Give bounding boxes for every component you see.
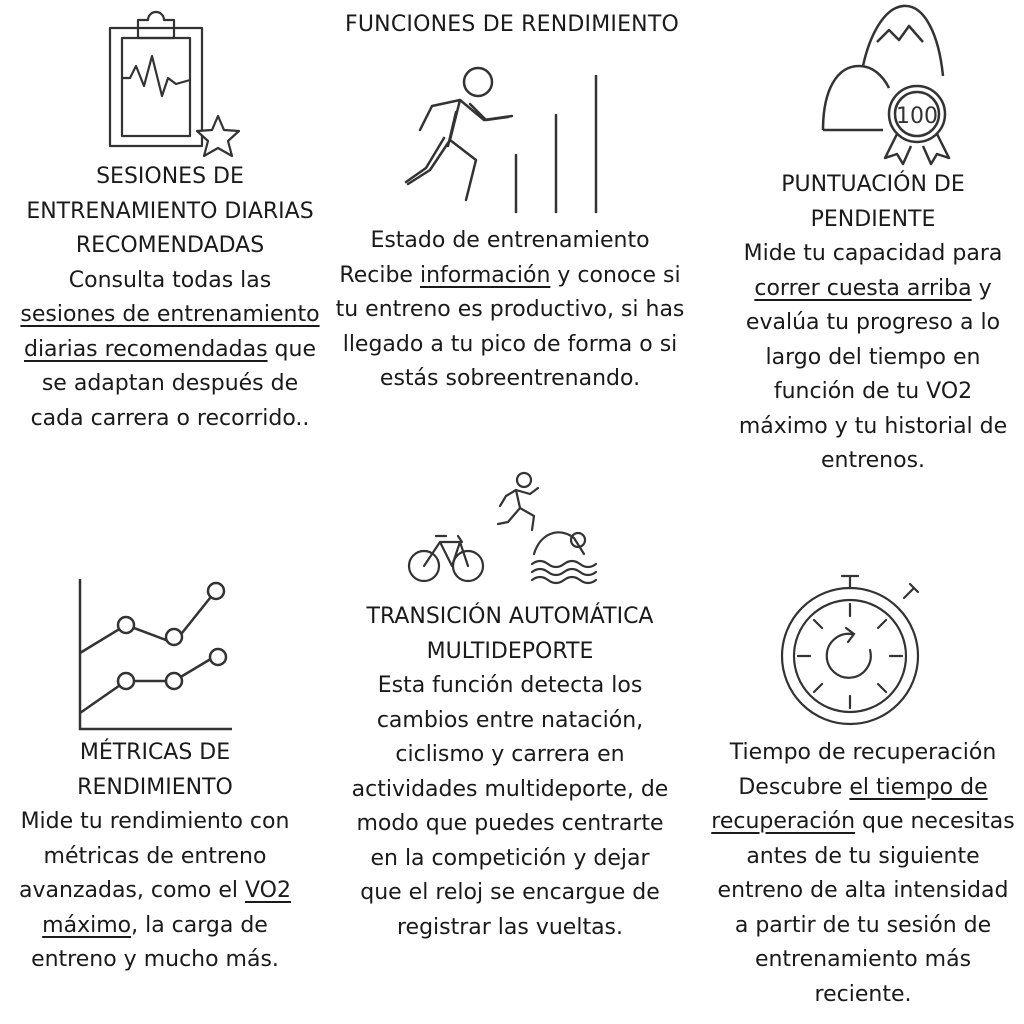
multisport-icon <box>402 468 602 590</box>
pendiente-description: Mide tu capacidad para correr cuesta arriba y evalúa tu progreso a lo largo del tiempo en función de tu VO2 máximo y tu historial de entrenos. <box>738 241 1008 473</box>
transicion-block <box>350 600 670 945</box>
sesiones-block <box>20 160 320 436</box>
pendiente-link[interactable]: correr cuesta arriba <box>754 275 972 301</box>
pendiente-heading: PUNTUACIÓN DE PENDIENTE <box>781 172 965 232</box>
metricas-description: Mide tu rendimiento con métricas de entreno avanzadas, como el VO2 máximo, la carga de entreno y mucho más. <box>19 809 291 972</box>
stopwatch-icon <box>770 570 930 730</box>
estado-link[interactable]: información <box>419 262 551 288</box>
recuperacion-description: Descubre el tiempo de recuperación que necesitas antes de tu siguiente entreno de alta intensidad a partir de tu sesión de entrenamiento más reciente. <box>711 774 1015 1007</box>
metricas-block <box>4 736 306 978</box>
sesiones-link[interactable]: sesiones de entrenamiento diarias recomendadas <box>20 302 320 362</box>
line-chart-icon <box>72 575 237 735</box>
page-title: FUNCIONES DE RENDIMIENTO <box>345 12 679 37</box>
clipboard-star-icon <box>100 8 245 166</box>
transicion-description: Esta función detecta los cambios entre natación, ciclismo y carrera en actividades multideporte, de modo que puedes centrarte en la competición y dejar que el reloj se encargue de registrar las vueltas. <box>351 673 669 940</box>
transicion-heading: TRANSICIÓN AUTOMÁTICA MULTIDEPORTE <box>366 604 654 664</box>
sesiones-heading: SESIONES DE ENTRENAMIENTO DIARIAS RECOMENDADAS <box>26 164 314 258</box>
recuperacion-block <box>708 736 1018 1012</box>
metricas-heading: MÉTRICAS DE RENDIMIENTO <box>77 740 233 800</box>
estado-block <box>335 224 685 397</box>
runner-bars-icon <box>398 60 608 220</box>
recuperacion-heading: Tiempo de recuperación <box>729 740 997 765</box>
estado-description: Recibe información y conoce si tu entreno es productivo, si has llegado a tu pico de forma o si estás sobreentrenando. <box>335 262 685 391</box>
recuperacion-link[interactable]: el tiempo de recuperación <box>711 774 988 834</box>
metricas-link[interactable]: VO2 máximo <box>42 878 291 938</box>
svg-text:100: 100 <box>896 104 938 129</box>
pendiente-block <box>728 168 1018 479</box>
estado-heading: Estado de entrenamiento <box>370 228 650 253</box>
sesiones-description: Consulta todas las sesiones de entrenamiento diarias recomendadas que se adaptan después de cada carrera o recorrido.. <box>20 267 320 431</box>
mountain-badge-icon <box>815 2 975 170</box>
